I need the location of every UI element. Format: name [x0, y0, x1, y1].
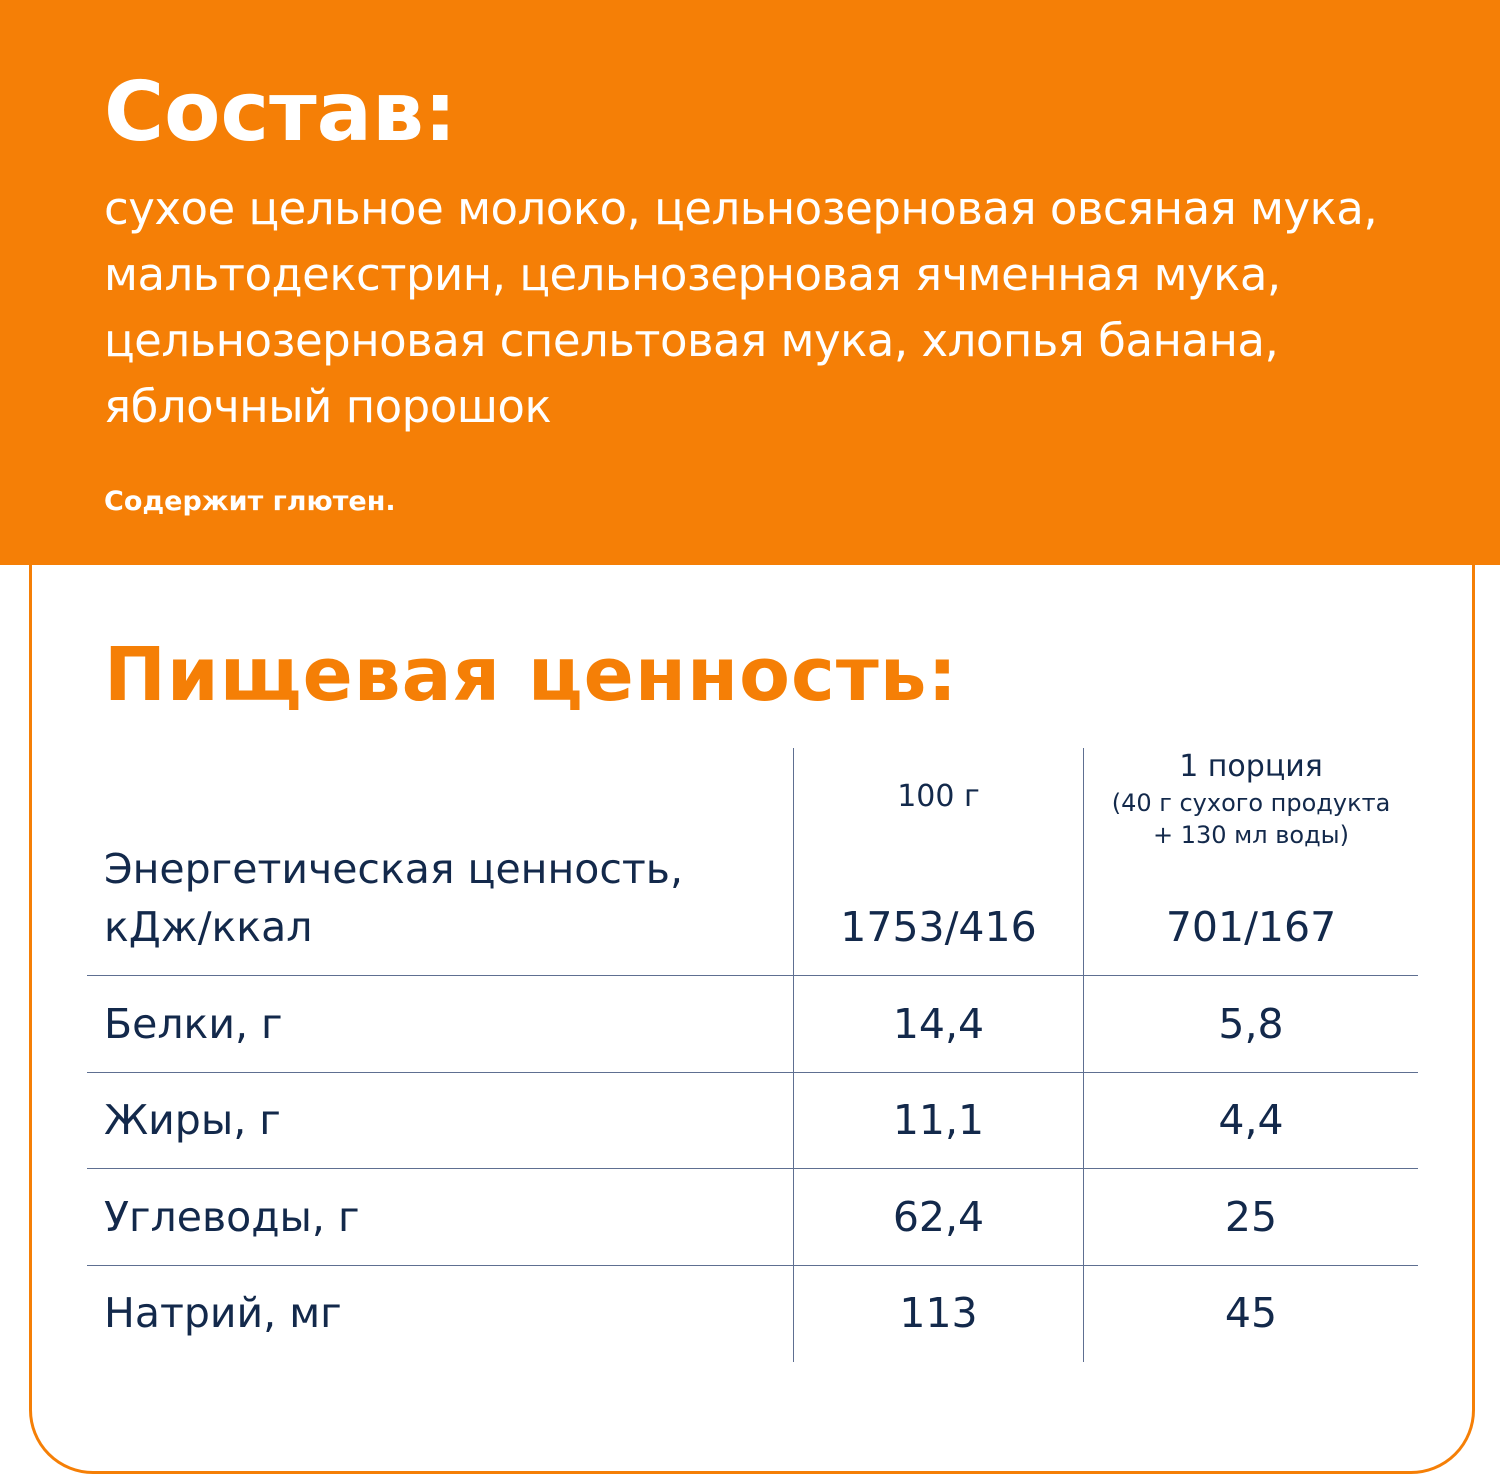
- row-divider: [87, 975, 1418, 976]
- value-sodium-portion: 45: [1224, 1289, 1278, 1337]
- row-divider: [87, 1168, 1418, 1169]
- row-label-energy: Энергетическая ценность,: [104, 845, 684, 893]
- column-header-portion-note: + 130 мл воды): [1153, 821, 1349, 849]
- value-protein-portion: 5,8: [1218, 1000, 1284, 1048]
- row-label-protein: Белки, г: [104, 1000, 283, 1048]
- row-label-fat: Жиры, г: [104, 1096, 281, 1144]
- row-label-sodium: Натрий, мг: [104, 1289, 342, 1337]
- composition-text: сухое цельное молоко, цельнозерновая овсяная мука, мальтодекстрин, цельнозерновая ячменная мука, цельнозерновая спельтовая мука, хлопья банана, яблочный порошок: [104, 182, 1378, 433]
- row-label-carbohydrates: Углеводы, г: [104, 1193, 360, 1241]
- row-divider: [87, 1265, 1418, 1266]
- value-sodium-per100: 113: [899, 1289, 978, 1337]
- column-divider: [793, 748, 794, 1362]
- nutrition-title: Пищевая ценность:: [104, 632, 959, 718]
- value-carbohydrates-per100: 62,4: [892, 1193, 985, 1241]
- row-divider: [87, 1072, 1418, 1073]
- composition-panel: [0, 0, 1500, 565]
- value-carbohydrates-portion: 25: [1224, 1193, 1278, 1241]
- value-energy-per100: 1753/416: [840, 903, 1037, 951]
- composition-title: Состав:: [104, 65, 457, 160]
- value-energy-portion: 701/167: [1165, 903, 1337, 951]
- column-header-portion-note: (40 г сухого продукта: [1111, 789, 1391, 817]
- allergen-note: Содержит глютен.: [104, 486, 396, 517]
- value-fat-per100: 11,1: [892, 1096, 985, 1144]
- column-header-portion: 1 порция: [1179, 749, 1323, 784]
- column-header-per100: 100 г: [897, 779, 980, 814]
- value-fat-portion: 4,4: [1218, 1096, 1284, 1144]
- value-protein-per100: 14,4: [892, 1000, 985, 1048]
- row-label-energy-unit: кДж/ккал: [104, 903, 313, 951]
